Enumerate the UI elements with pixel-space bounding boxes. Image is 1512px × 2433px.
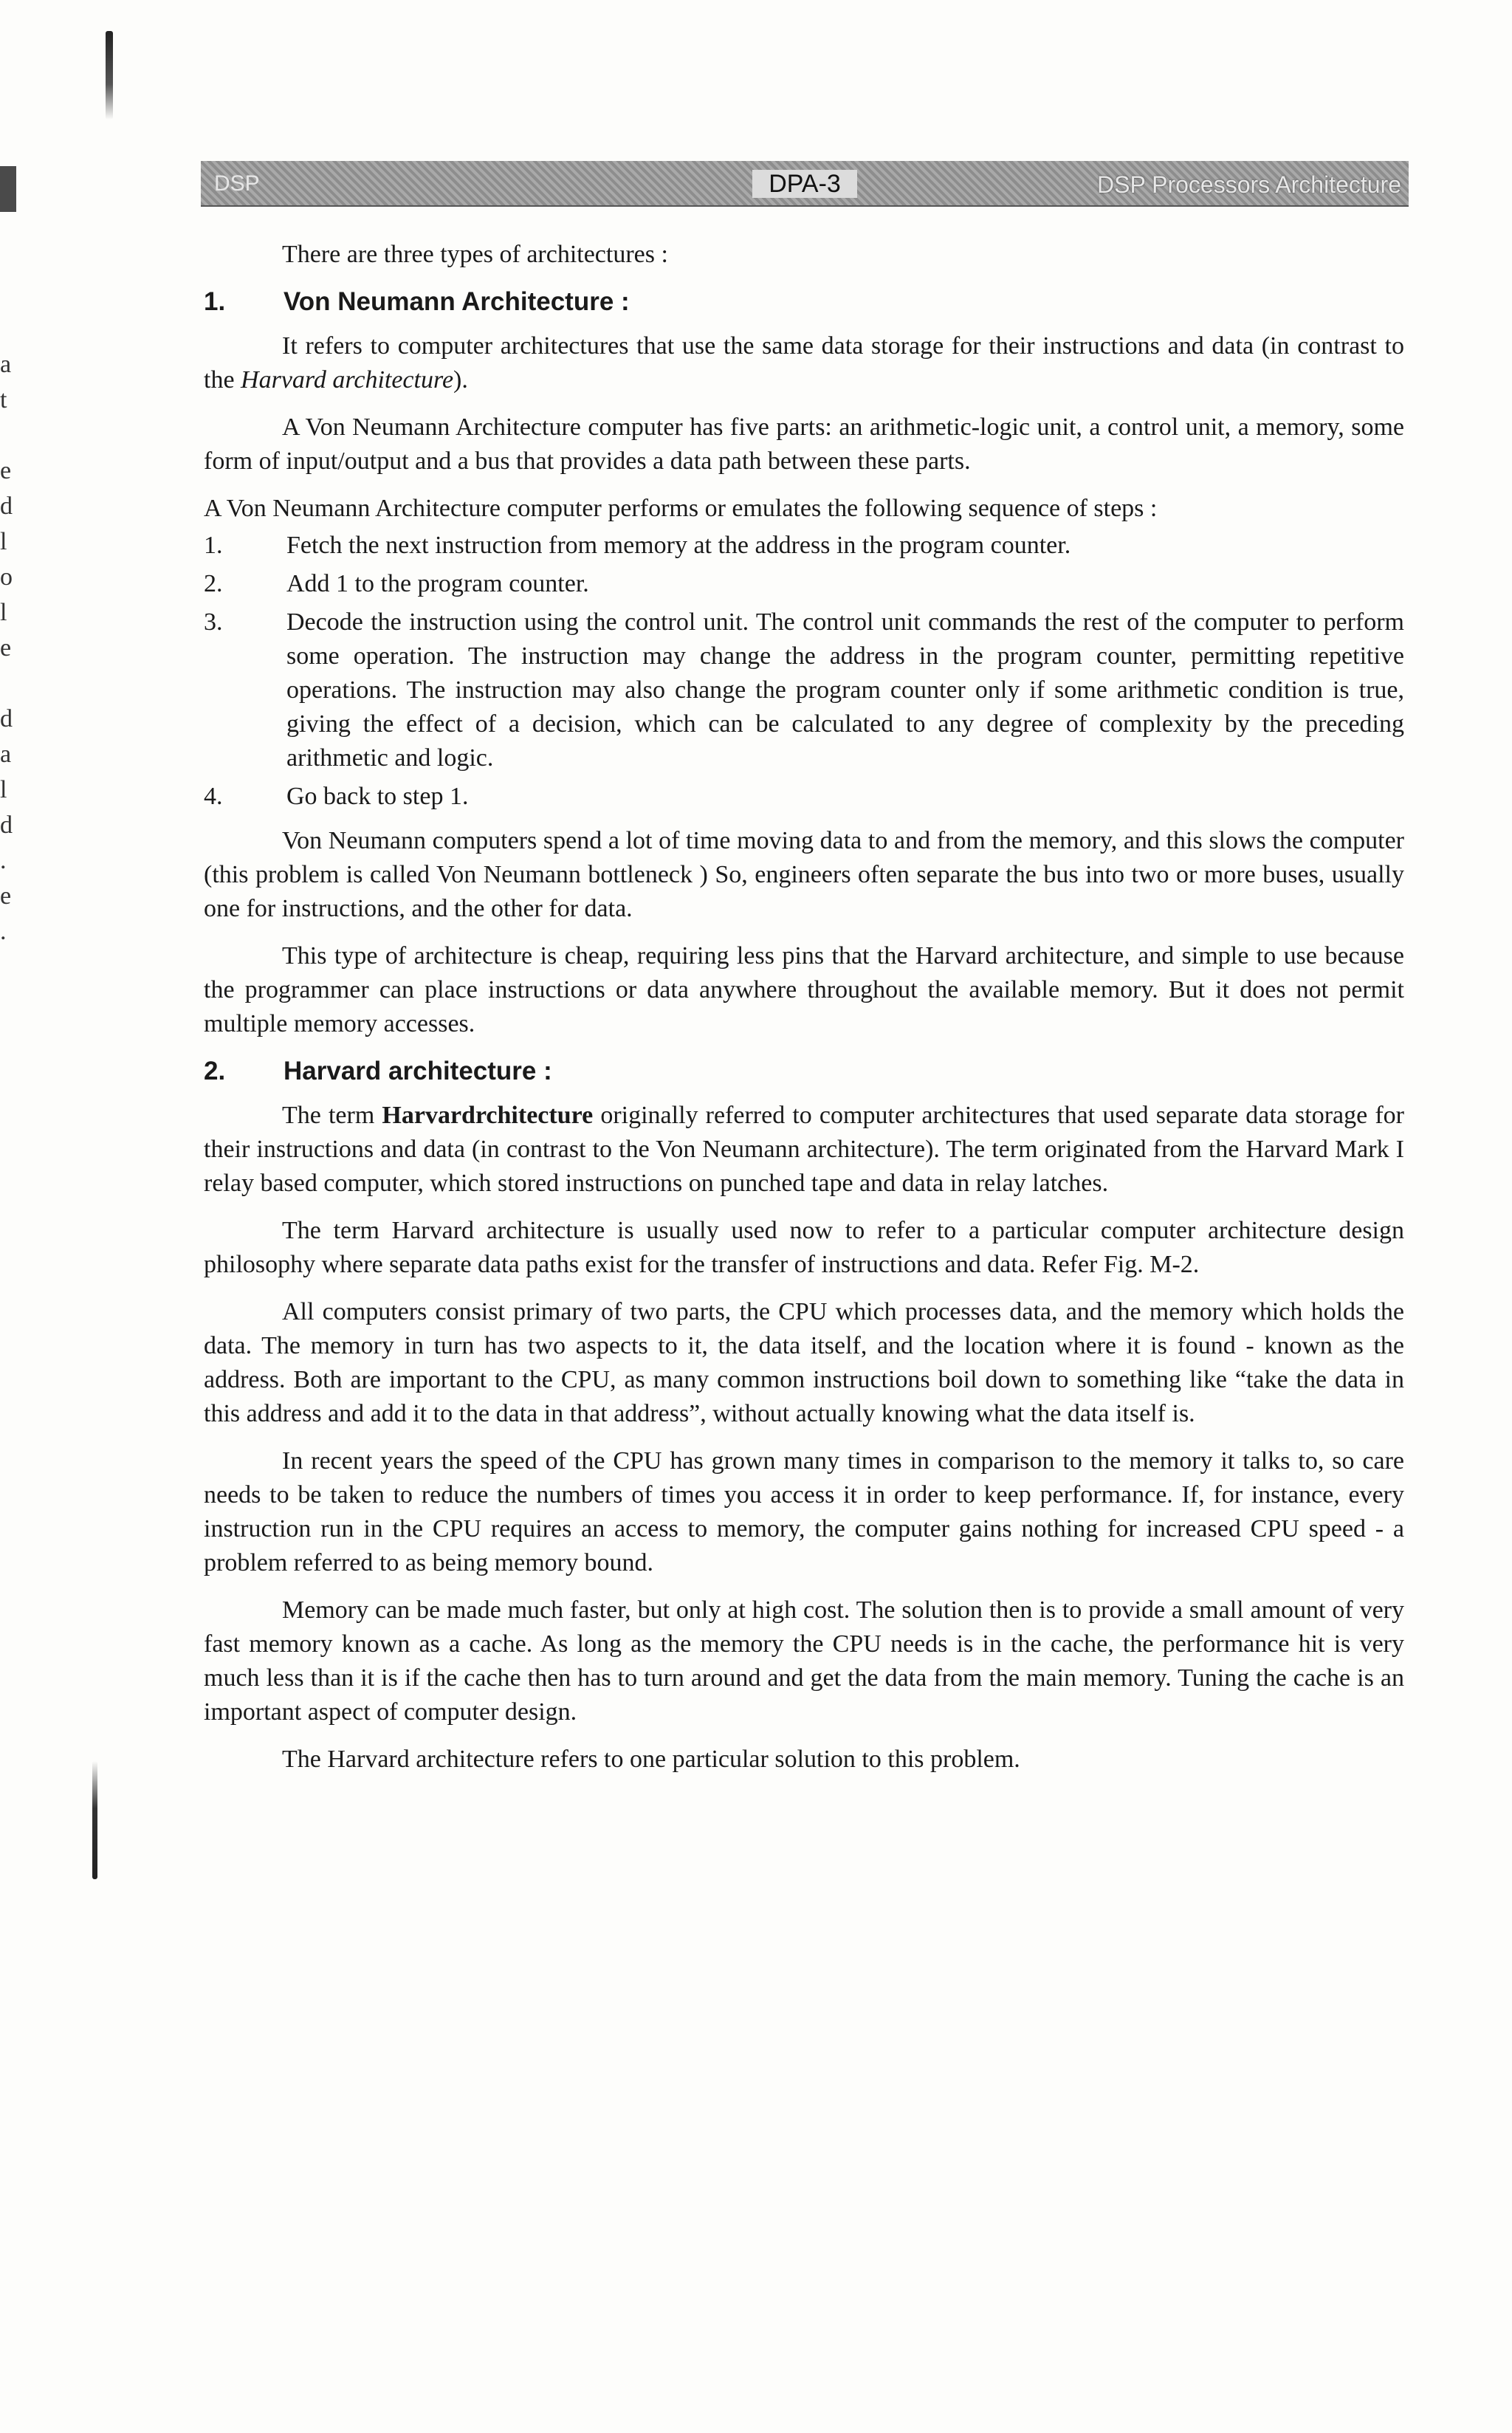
paragraph: Memory can be made much faster, but only at high cost. The solution then is to provide a small amount of very fast memory known as a cache. As long as the memory the CPU needs is in the cache, the performance hit is very much less than it is if the cache then has to turn around and get the data from the main memory. Tuning the cache is an important aspect of computer design. <box>204 1596 1404 1726</box>
edge-letter <box>0 666 15 701</box>
italic-term: Harvard architecture <box>241 366 454 394</box>
scan-artifact-top <box>106 31 113 120</box>
list-item <box>204 567 1404 601</box>
edge-letter: e <box>0 882 12 910</box>
adjacent-page-edge-letters <box>0 347 15 950</box>
list-item-number: 2. <box>204 570 223 597</box>
list-item <box>204 780 1404 814</box>
header-left-text: DSP <box>214 171 260 196</box>
list-item <box>204 529 1404 563</box>
list-item-text: Fetch the next instruction from memory at the address in the program counter. <box>286 532 1071 559</box>
paragraph: All computers consist primary of two parts, the CPU which processes data, and the memory which holds the data. The memory in turn has two aspects to it, the data itself, and the location where it is found - known as the address. Both are important to the CPU, as many common instructions boil down to something like “take the data in this address and add it to the data in that address”, without actually knowing what the data itself is. <box>204 1298 1404 1427</box>
edge-letter: e <box>0 634 12 662</box>
paragraph-text: originally referred to computer architectures that used separate data storage for their instructions and data (in contrast to the Von Neumann architecture). The term originated from the Harvard Mark I relay based computer, which stored instructions on punched tape and data in relay latches. <box>204 1102 1404 1197</box>
paragraph: In recent years the speed of the CPU has grown many times in comparison to the memory it talks to, so care needs to be taken to reduce the numbers of times you access it in order to keep performance. If, for instance, every instruction run in the CPU requires an access to memory, the computer gains nothing for increased CPU speed - a problem referred to as being memory bound. <box>204 1447 1404 1576</box>
paragraph: A Von Neumann Architecture computer has five parts: an arithmetic-logic unit, a control unit, a memory, some form of input/output and a bus that provides a data path between these parts. <box>204 413 1404 475</box>
edge-letter: d <box>0 705 13 732</box>
edge-letter: l <box>0 776 7 803</box>
list-item-text: Add 1 to the program counter. <box>286 570 589 597</box>
paragraph-text: ). <box>453 366 468 394</box>
list-item-text: Decode the instruction using the control unit. The control unit commands the rest of the computer to perform some operation. The instruction may change the address in the program counter, permitting repetitive operations. The instruction may also change the program counter only if some arithmetic condition is true, giving the effect of a decision, which can be calculated to any degree of complexity by the preceding arithmetic and logic. <box>286 608 1404 772</box>
paragraph <box>204 329 1404 397</box>
numbered-steps <box>204 529 1404 814</box>
list-item-number: 1. <box>204 532 223 559</box>
paragraph-text: It refers to computer architectures that use the same data storage for their instructions and data (in contrast to the <box>204 332 1404 394</box>
section-number: 1. <box>204 287 226 316</box>
paragraph: The term Harvard architecture is usually used now to refer to a particular computer architecture design philosophy where separate data paths exist for the transfer of instructions and data. Refer Fig. M-2. <box>204 1217 1404 1278</box>
paragraph: This type of architecture is cheap, requiring less pins that the Harvard architecture, and simple to use because the programmer can place instructions or data anywhere throughout the available memory. But it does not permit multiple memory accesses. <box>204 942 1404 1037</box>
edge-letter: . <box>0 847 7 874</box>
list-item-number: 3. <box>204 608 223 636</box>
edge-letter: e <box>0 457 12 484</box>
section-title: Harvard architecture : <box>284 1057 552 1085</box>
section-1-heading <box>204 285 1404 319</box>
running-header <box>201 161 1409 207</box>
edge-letter <box>0 418 15 453</box>
section-2-heading <box>204 1054 1404 1088</box>
list-item <box>204 605 1404 775</box>
edge-letter: d <box>0 493 13 520</box>
edge-letter: o <box>0 563 13 591</box>
edge-letter: l <box>0 528 7 555</box>
list-item-text: Go back to step 1. <box>286 783 469 810</box>
edge-letter: a <box>0 741 12 768</box>
paragraph-text: The term <box>282 1102 382 1129</box>
scan-artifact-mid <box>92 1761 97 1879</box>
paragraph: Von Neumann computers spend a lot of time moving data to and from the memory, and this slows the computer (this problem is called Von Neumann bottleneck ) So, engineers often separate the bus into two or more buses, usually one for instructions, and the other for data. <box>204 827 1404 922</box>
edge-letter: t <box>0 386 7 413</box>
edge-letter: l <box>0 599 7 626</box>
bold-term: Harvardrchitecture <box>382 1102 594 1129</box>
paragraph: A Von Neumann Architecture computer performs or emulates the following sequence of steps : <box>204 495 1158 522</box>
section-title: Von Neumann Architecture : <box>284 287 630 316</box>
paragraph <box>204 1099 1404 1201</box>
paragraph: The Harvard architecture refers to one particular solution to this problem. <box>282 1746 1020 1773</box>
header-right-text: DSP Processors Architecture <box>1096 171 1401 198</box>
header-center-text: DPA-3 <box>752 170 857 198</box>
edge-letter: a <box>0 351 12 378</box>
adjacent-page-edge-block <box>0 166 16 212</box>
page-body <box>204 238 1404 1790</box>
edge-letter: d <box>0 811 13 839</box>
edge-letter: . <box>0 918 7 945</box>
intro-paragraph: There are three types of architectures : <box>282 241 668 268</box>
section-number: 2. <box>204 1057 226 1085</box>
list-item-number: 4. <box>204 783 223 810</box>
